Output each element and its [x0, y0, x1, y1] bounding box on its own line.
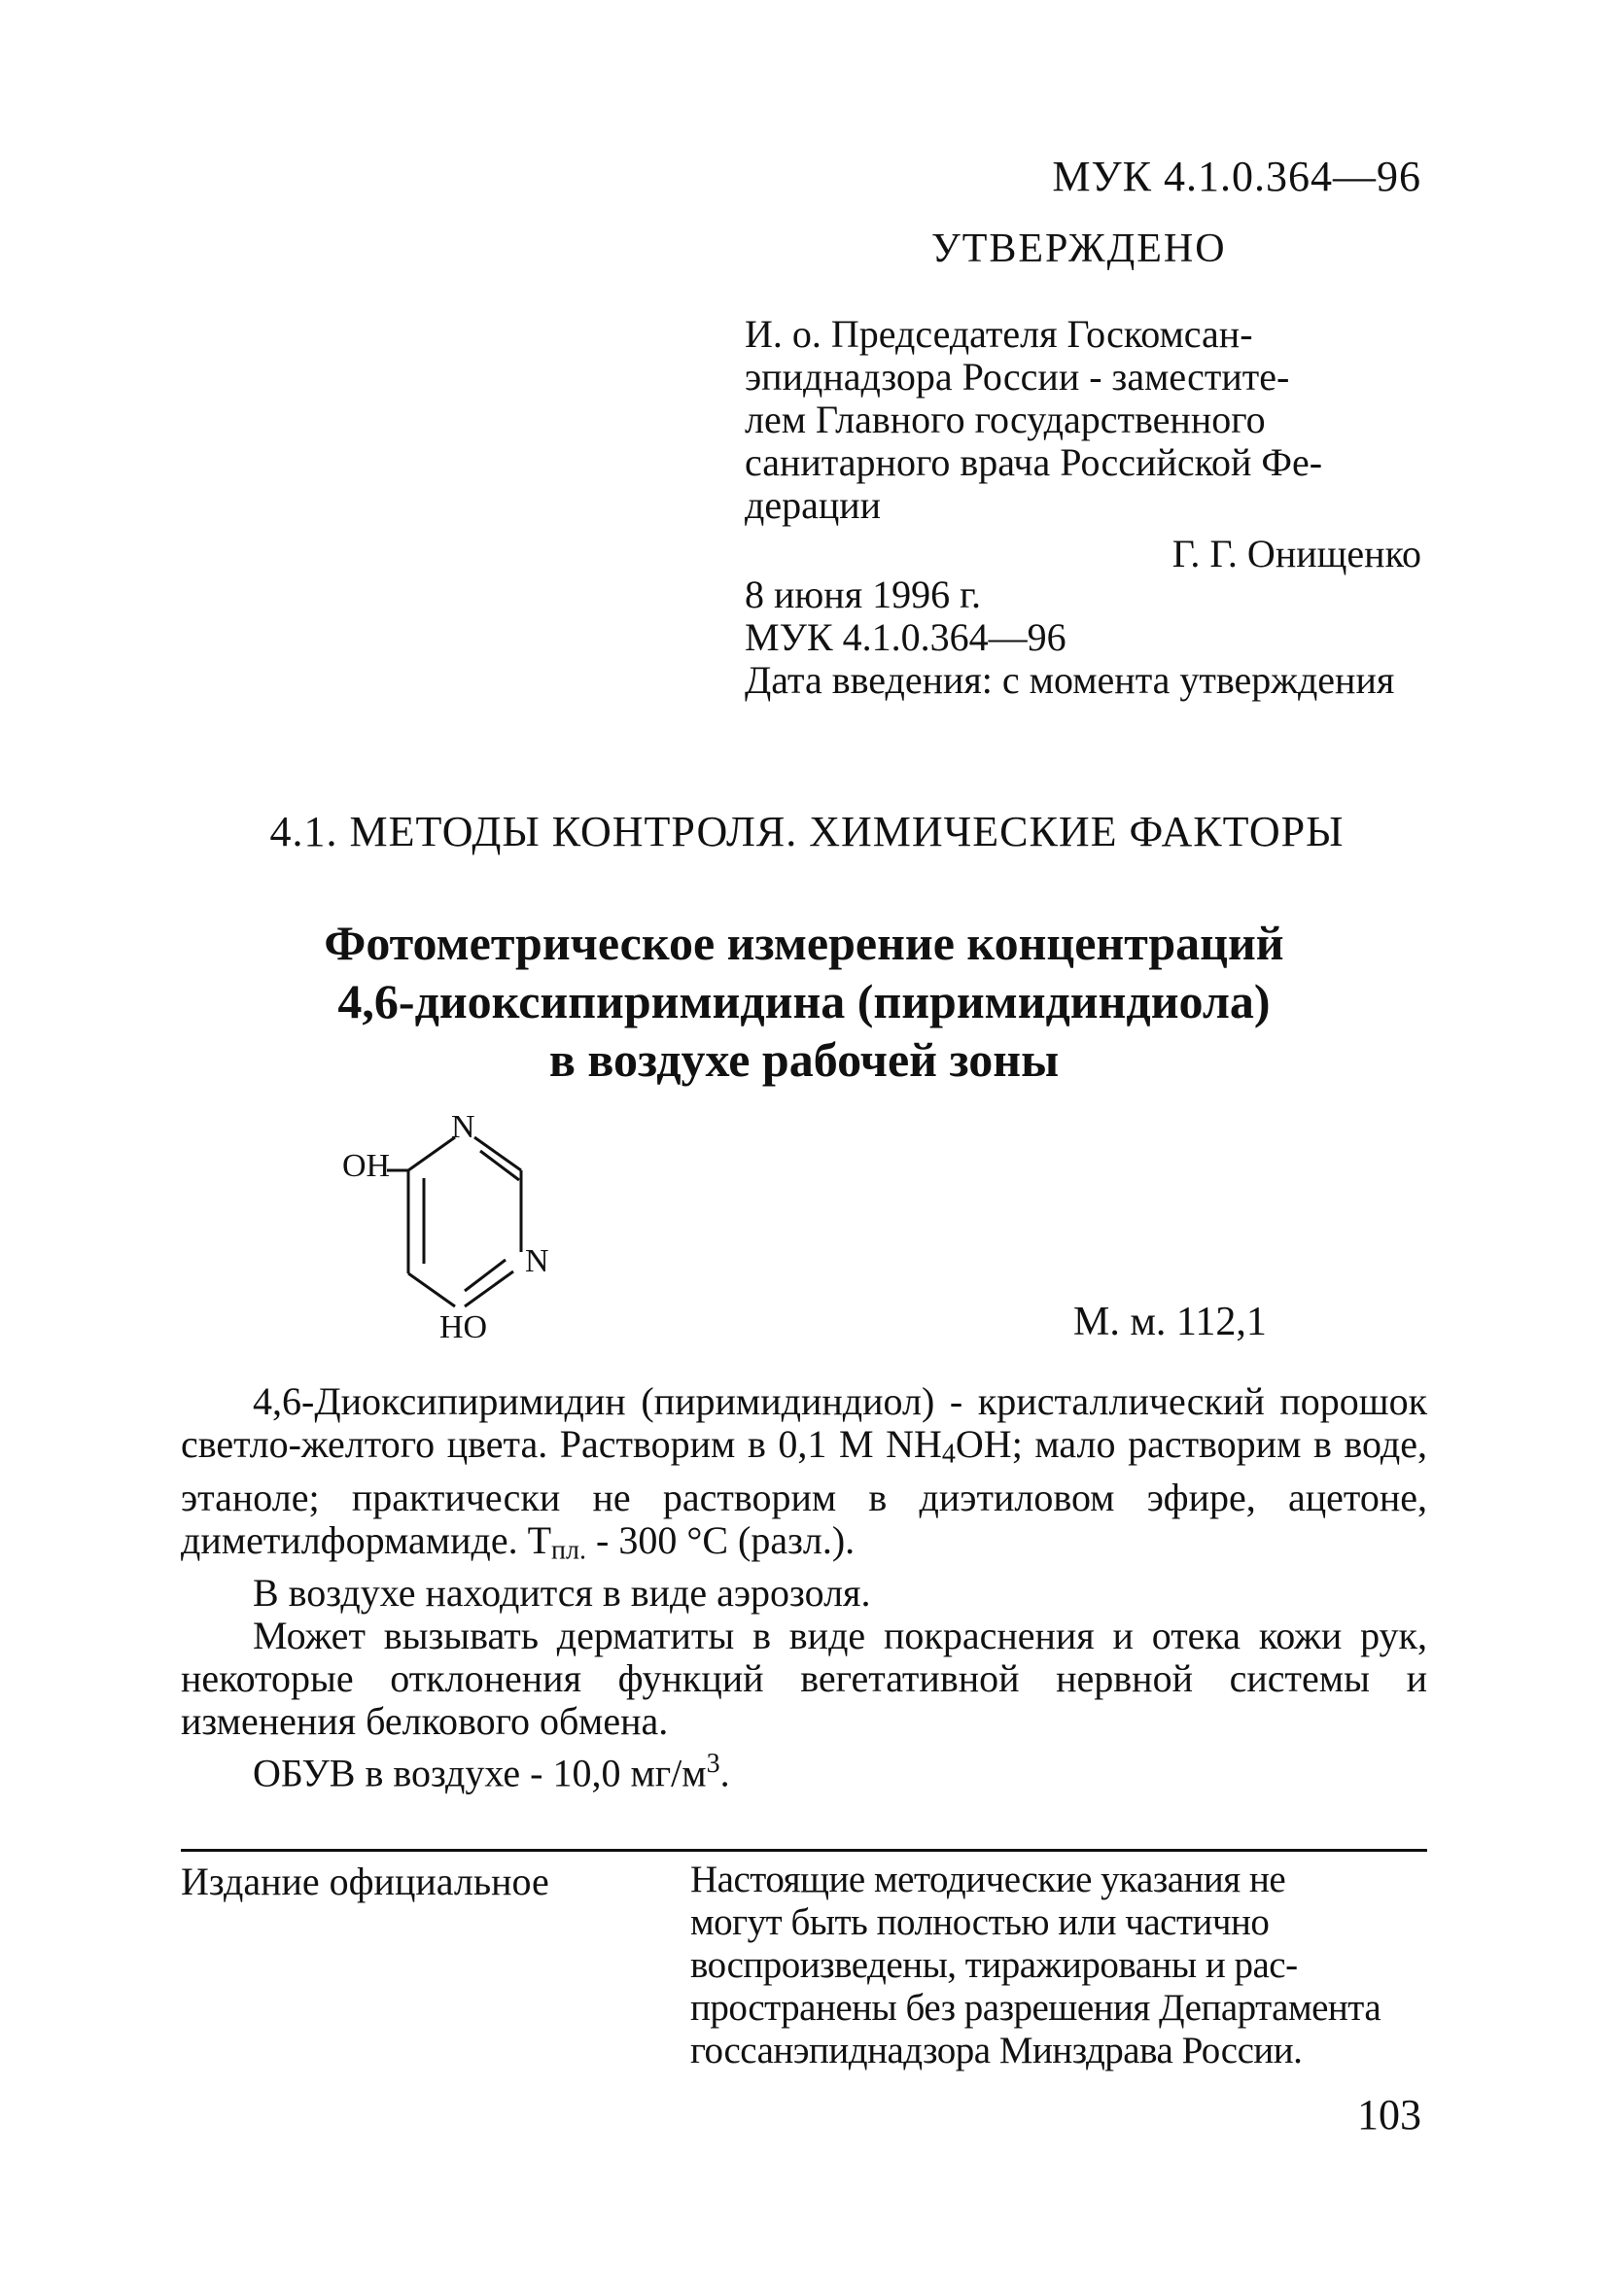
nitrogen-label: N: [525, 1243, 549, 1279]
approval-meta: [745, 574, 1425, 702]
approver-line: санитарного врача Российской Фе-: [745, 440, 1323, 484]
double-bond-inner: [465, 1260, 506, 1291]
notice-line: пространены без разрешения Департамента: [690, 1987, 1381, 2029]
notice-line: могут быть полностью или частично: [690, 1901, 1270, 1943]
notice-line: воспроизведены, тиражированы и рас-: [690, 1944, 1298, 1986]
toxicity-paragraph: Может вызывать дерматиты в виде покраснения и отека кожи рук, некоторые отклонения функций вегетативной нервной системы и изменения белкового обмена.: [181, 1614, 1427, 1744]
notice-line: госсанэпиднадзора Минздрава России.: [690, 2030, 1303, 2071]
approver-line: эпиднадзора России - заместите-: [745, 355, 1290, 399]
ho-label: HO: [439, 1309, 488, 1345]
nitrogen-label: N: [451, 1109, 475, 1145]
bond: [465, 1271, 513, 1306]
page-number: 103: [1357, 2091, 1421, 2139]
structural-formula: [342, 1109, 603, 1359]
oh-label: OH: [342, 1148, 391, 1184]
approver-block: [745, 313, 1425, 527]
edition-label: Издание официальное: [181, 1860, 549, 1903]
molar-mass: М. м. 112,1: [1073, 1300, 1267, 1344]
title-line: 4,6-диоксипиримидина (пиримидиндиола): [337, 974, 1271, 1028]
approval-date: 8 июня 1996 г.: [745, 573, 981, 616]
introduction-date: Дата введения: с момента утверждения: [745, 658, 1395, 702]
approver-line: лем Главного государственного: [745, 398, 1266, 441]
approver-line: И. о. Председателя Госкомсан-: [745, 312, 1253, 356]
title-line: Фотометрическое измерение концентраций: [324, 916, 1284, 970]
approval-stamp-heading: УТВЕРЖДЕНО: [931, 226, 1227, 271]
approver-line: дерации: [745, 483, 882, 527]
section-heading: 4.1. МЕТОДЫ КОНТРОЛЯ. ХИМИЧЕСКИЕ ФАКТОРЫ: [269, 808, 1345, 855]
description-paragraph: 4,6-Диоксипиримидин (пиримидиндиол) - кристаллический порошок светло-желтого цвета. Растворим в 0,1 М $NH_4OH$; мало растворим в воде, этаноле; практически не растворим в диэтиловом эфире, ацетоне, диметилформамиде. $Т_{пл.} - 300$ °С (разл.).: [181, 1379, 1427, 1566]
bond: [408, 1137, 455, 1170]
copyright-notice: [690, 1859, 1429, 2072]
notice-line: Настоящие методические указания не: [690, 1859, 1286, 1900]
ring-bonds: [387, 1137, 521, 1306]
limit-paragraph: ОБУВ в воздухе - 10,0 $мг/м^3$.: [253, 1749, 730, 1795]
bond: [408, 1273, 455, 1306]
aerosol-paragraph: В воздухе находится в виде аэрозоля.: [253, 1571, 871, 1616]
signer-name: Г. Г. Онищенко: [1171, 532, 1421, 575]
document-code-header: МУК 4.1.0.364—96: [1052, 153, 1421, 200]
title-line: в воздухе рабочей зоны: [548, 1032, 1060, 1087]
footer-divider: [181, 1849, 1427, 1852]
document-code: МУК 4.1.0.364—96: [745, 615, 1066, 659]
body-text: [181, 1380, 1427, 1795]
document-title: [0, 914, 1608, 1089]
